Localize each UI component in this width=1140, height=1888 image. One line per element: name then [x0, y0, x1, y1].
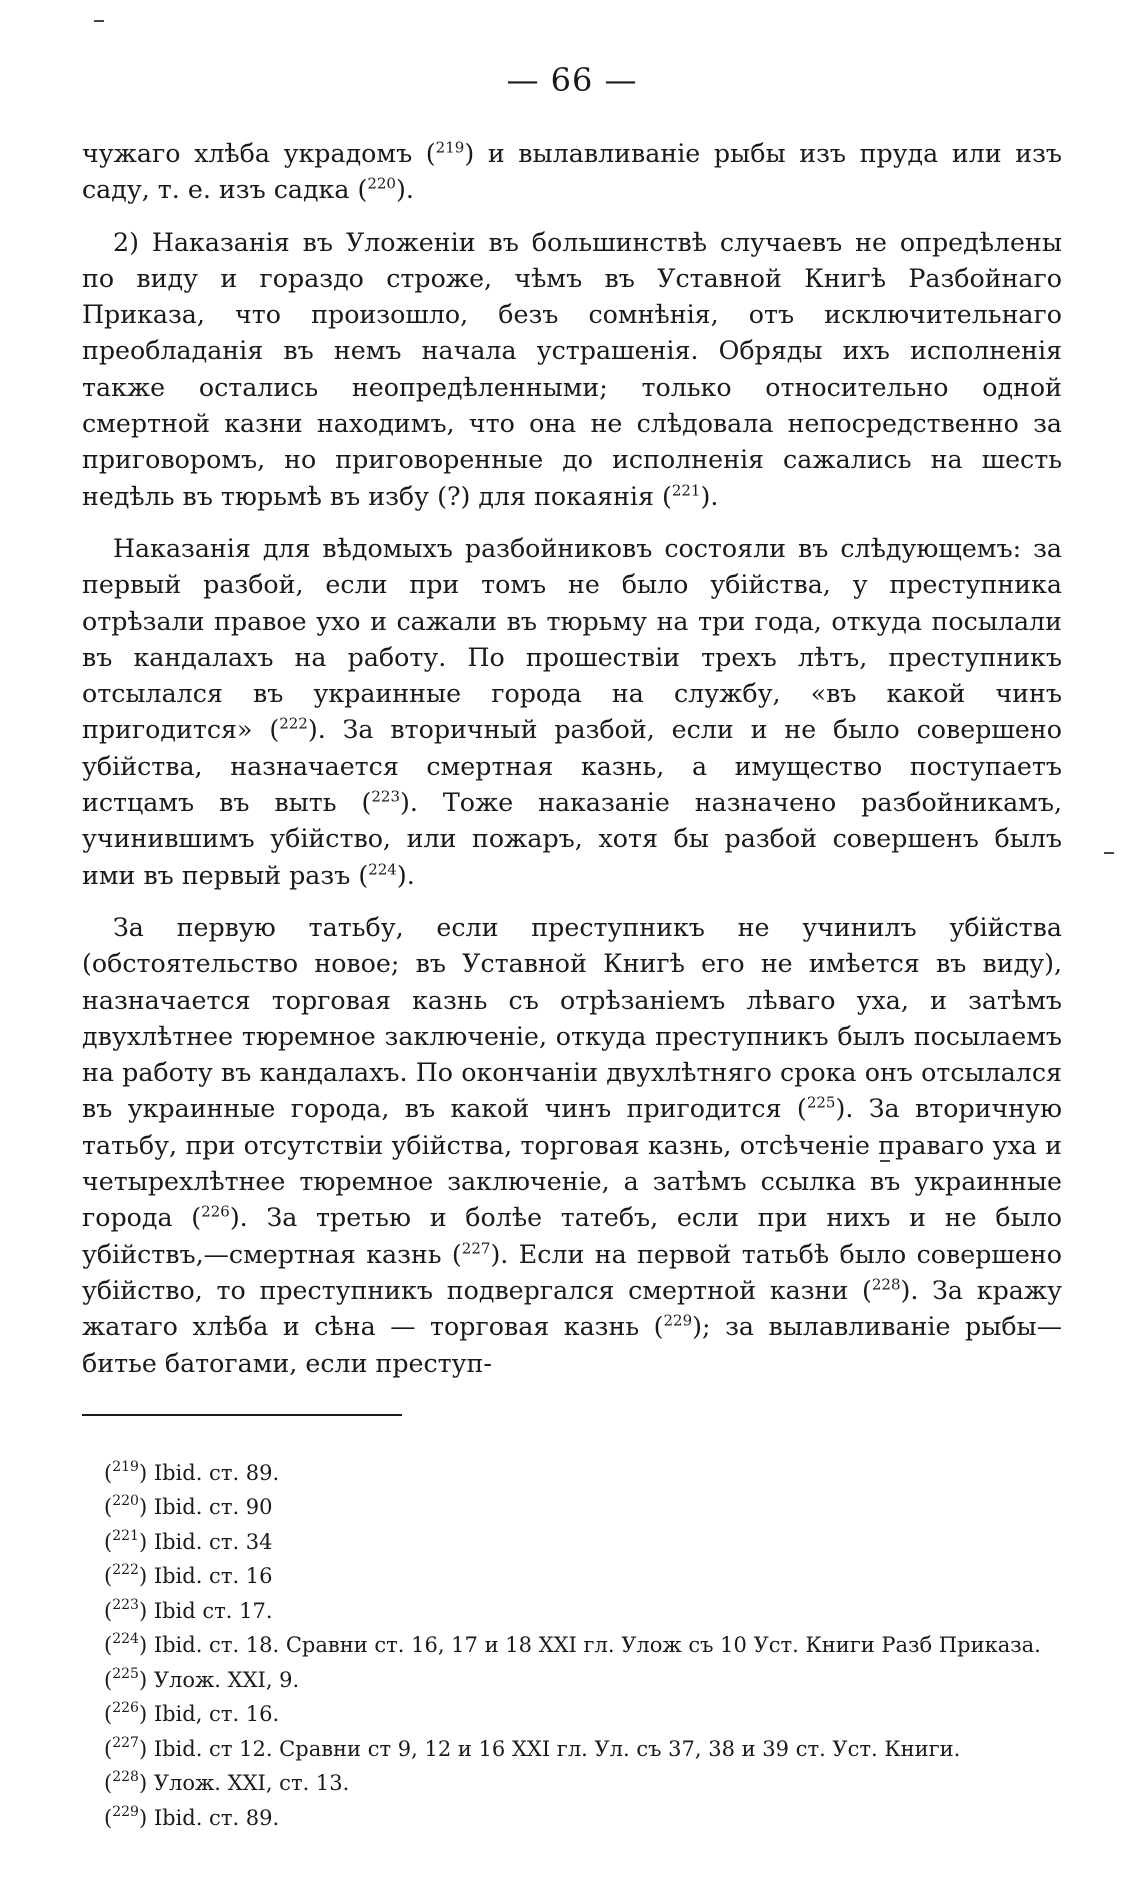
paragraph: [82, 910, 1062, 1382]
footnote-item: [82, 1628, 1062, 1663]
footnote-item: [82, 1559, 1062, 1594]
paragraph-text: ). За третью и болѣе татебъ, если при нихъ и не было убійствъ,—смертная казнь (: [82, 1203, 1062, 1269]
footnote-number: ($^{223}$): [104, 1596, 154, 1623]
footnote-number: ($^{224}$): [104, 1631, 154, 1658]
paragraph-text: 2) Наказанія въ Уложеніи въ большинствѣ случаевъ не опредѣлены по виду и гораздо строже, чѣмъ въ Уставной Книгѣ Разбойнаго Приказа, что произошло, безъ сомнѣнія, отъ исключительнаго преобладанія въ немъ начала устрашенія. Обряды ихъ исполненія также остались неопредѣленными; только относительно одной смертной казни находимъ, что она не слѣдовала непосредственно за приговоромъ, но приговоренные до исполненія сажались на шесть недѣль въ тюрьмѣ въ избу (?) для покаянія (: [82, 227, 1062, 511]
paragraph-text: ). За вторичный разбой, если и не было совершено убійства, назначается смертная казнь, а имущество поступаетъ истцамъ въ выть (: [82, 715, 1062, 818]
footnotes: [82, 1456, 1062, 1836]
footnote-text: Ibid, ст. 16.: [153, 1702, 280, 1727]
paragraph-text: ).: [396, 860, 415, 890]
footnote-number-value: 219: [112, 1458, 139, 1475]
footnote-item: [82, 1663, 1062, 1698]
paragraph-text: Наказанія для вѣдомыхъ разбойниковъ состояли въ слѣдующемъ: за первый разбой, если при томъ не было убійства, у преступника отрѣзали правое ухо и сажали въ тюрьму на три года, откуда посылали въ кандалахъ на работу. По прошествіи трехъ лѣтъ, преступникъ отсылался въ украинные города на службу, «въ какой чинъ пригодится» (: [82, 533, 1062, 745]
footnote-separator: [82, 1414, 402, 1416]
scan-mark: [94, 20, 104, 22]
footnote-number: ($^{220}$): [104, 1493, 154, 1520]
footnote-number-value: 223: [112, 1596, 139, 1613]
scan-mark: [1104, 852, 1114, 854]
footnote-number-value: 221: [112, 1527, 139, 1544]
paragraph-text: ). Тоже наказаніе назначено разбойникамъ, учинившимъ убійство, или пожаръ, хотя бы разбой совершенъ былъ ими въ первый разъ (: [82, 788, 1062, 890]
paragraph-text: ).: [700, 481, 719, 511]
footnote-item: [82, 1697, 1062, 1732]
paragraph-text: ) и вылавливаніе рыбы изъ пруда или изъ саду, т. е. изъ садка (: [82, 139, 1063, 205]
footnote-reference: 226: [201, 1202, 230, 1221]
footnote-number: ($^{222}$): [104, 1562, 154, 1589]
footnote-number: ($^{226}$): [104, 1700, 154, 1727]
footnote-item: [82, 1525, 1062, 1560]
footnote-reference: 225: [806, 1093, 836, 1112]
footnote-number: ($^{227}$): [104, 1734, 154, 1761]
footnote-number-value: 220: [112, 1493, 139, 1510]
footnote-text: Улож. XXI, 9.: [153, 1667, 300, 1692]
footnote-text: Ibid. ст. 18. Сравни ст. 16, 17 и 18 XXI гл. Улож съ 10 Уст. Книги Разб Приказа.: [153, 1633, 1041, 1658]
footnote-reference: 229: [663, 1311, 693, 1330]
footnote-number-value: 222: [112, 1562, 139, 1579]
scan-mark: [880, 1160, 890, 1162]
paragraph-text: чужаго хлѣба украдомъ (: [82, 139, 436, 168]
footnote-number-value: 229: [112, 1803, 139, 1820]
paragraph-text: ). За кражу жатаго хлѣба и сѣна — торговая казнь (: [82, 1275, 1063, 1342]
paragraph-text: ). За вторичную татьбу, при отсутствіи убійства, торговая казнь, отсѣченіе праваго уха и четырехлѣтнее тюремное заключеніе, а затѣмъ ссылка въ украинные города (: [82, 1094, 1062, 1233]
footnote-reference: 222: [279, 714, 308, 733]
footnote-number-value: 228: [112, 1769, 139, 1786]
footnote-number-value: 226: [112, 1700, 139, 1717]
paragraph-text: ).: [395, 175, 414, 205]
footnote-text: Ibid. ст. 16: [153, 1564, 273, 1589]
footnote-text: Ibid. ст. 34: [153, 1529, 273, 1554]
footnote-text: Ibid. ст. 90: [153, 1495, 273, 1520]
footnote-number-value: 225: [112, 1665, 139, 1682]
footnote-number: ($^{228}$): [104, 1769, 154, 1796]
footnote-number-value: 224: [112, 1631, 139, 1648]
body-text: [82, 136, 1062, 1382]
footnote-reference: 228: [871, 1275, 901, 1294]
footnote-text: Ibid. ст 12. Сравни ст 9, 12 и 16 XXI гл. Ул. съ 37, 38 и 39 ст. Уст. Книги.: [153, 1736, 961, 1761]
footnote-reference: 227: [461, 1238, 491, 1257]
footnote-item: [82, 1490, 1062, 1525]
footnote-reference: 223: [371, 787, 400, 806]
paragraph-text: За первую татьбу, если преступникъ не учинилъ убійства (обстоятельство новое; въ Уставной Книгѣ его не имѣется въ виду), назначается торговая казнь съ отрѣзаніемъ лѣваго уха, и затѣмъ двухлѣтнее тюремное заключеніе, откуда преступникъ былъ посылаемъ на работу въ кандалахъ. По окончаніи двухлѣтняго срока онъ отсылался въ украинные города, въ какой чинъ пригодится (: [82, 912, 1062, 1124]
footnote-item: [82, 1766, 1062, 1801]
footnote-number: ($^{229}$): [104, 1803, 154, 1830]
footnote-item: [82, 1732, 1062, 1767]
page-number: — 66 —: [506, 61, 638, 99]
footnote-text: Ibid. ст. 89.: [153, 1805, 280, 1830]
paragraph: [82, 136, 1062, 209]
footnote-text: Ibid. ст. 89.: [153, 1460, 280, 1485]
footnote-number-value: 227: [112, 1734, 139, 1751]
paragraph-text: ); за вылавливаніе рыбы—битье батогами, если преступ-: [82, 1312, 1062, 1378]
footnote-reference: 220: [367, 174, 396, 193]
footnote-item: [82, 1594, 1062, 1629]
footnote-text: Улож. XXI, ст. 13.: [153, 1771, 350, 1796]
paragraph: [82, 531, 1062, 894]
footnote-number: ($^{221}$): [104, 1527, 154, 1554]
document-page: [82, 60, 1062, 1835]
footnote-reference: 219: [435, 138, 465, 157]
footnote-item: [82, 1456, 1062, 1491]
footnote-number: ($^{219}$): [104, 1458, 154, 1485]
footnote-number: ($^{225}$): [104, 1665, 154, 1692]
paragraph-text: ). Если на первой татьбѣ было совершено убійство, то преступникъ подвергался смертной казни (: [82, 1239, 1062, 1305]
footnote-item: [82, 1801, 1062, 1836]
paragraph: [82, 225, 1062, 515]
footnote-text: Ibid ст. 17.: [153, 1598, 273, 1623]
footnote-reference: 221: [671, 480, 701, 499]
footnote-reference: 224: [368, 859, 397, 878]
